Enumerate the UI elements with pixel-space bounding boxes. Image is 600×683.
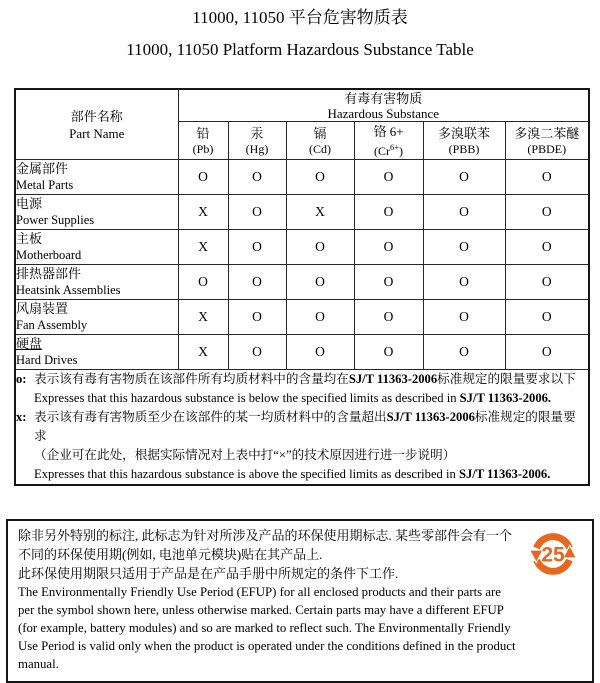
substance-value-cell: O <box>228 335 286 370</box>
substance-value-cell: O <box>286 230 354 265</box>
footnote-x-chinese: x: 表示该有毒有害物质至少在该部件的某一均质材料中的含量超出SJ/T 11363-2006标准规定的限量要求 <box>16 410 576 443</box>
substance-value-cell: O <box>178 160 228 195</box>
substance-value-cell: O <box>354 335 423 370</box>
substance-value-cell: O <box>228 300 286 335</box>
substance-value-cell: O <box>423 195 505 230</box>
substance-value-cell: O <box>286 300 354 335</box>
title-block <box>0 7 600 61</box>
efup-chinese-paragraph-1: 除非另外特别的标注, 此标志为针对所涉及产品的环保使用期标志. 某些零部件会有一个不同的环保使用期(例如, 电池单元模块)贴在其产品上. <box>18 528 513 562</box>
substance-value-cell: O <box>505 195 589 230</box>
svg-text:25: 25 <box>541 543 565 567</box>
substance-value-cell: X <box>178 300 228 335</box>
substance-value-cell: O <box>505 265 589 300</box>
column-header-pbb: 多溴联苯 (PBB) <box>423 122 505 160</box>
substance-value-cell: O <box>423 265 505 300</box>
efup-25-recycle-icon <box>529 530 577 578</box>
substance-value-cell: O <box>354 300 423 335</box>
part-name-cell: 风扇装置 Fan Assembly <box>15 300 178 335</box>
table-row-fan-assembly <box>15 300 589 335</box>
substance-value-cell: X <box>178 195 228 230</box>
column-header-mercury: 汞 (Hg) <box>228 122 286 160</box>
table-row-motherboard <box>15 230 589 265</box>
substance-value-cell: O <box>505 230 589 265</box>
substance-value-cell: O <box>286 265 354 300</box>
substance-value-cell: O <box>505 335 589 370</box>
page-title-english: 11000, 11050 Platform Hazardous Substance Table <box>126 40 474 59</box>
efup-text <box>18 526 516 673</box>
part-name-cell: 金属部件 Metal Parts <box>15 160 178 195</box>
footnote-o-english: Expresses that this hazardous substance is below the specified limits as described in SJ/T 11363-2006. <box>34 391 552 405</box>
substance-value-cell: O <box>286 335 354 370</box>
page-title-chinese: 11000, 11050 平台危害物质表 <box>192 8 408 27</box>
substance-value-cell: O <box>228 265 286 300</box>
substance-value-cell: O <box>228 195 286 230</box>
substance-value-cell: O <box>228 230 286 265</box>
column-header-lead: 铅 (Pb) <box>178 122 228 160</box>
efup-chinese-paragraph-2: 此环保使用期限只适用于产品是在产品手册中所规定的条件下工作. <box>18 566 399 581</box>
footnote-x-marker: x: <box>16 410 27 424</box>
substance-value-cell: O <box>354 265 423 300</box>
substance-value-cell: X <box>178 335 228 370</box>
substance-value-cell: O <box>423 335 505 370</box>
substance-value-cell: O <box>505 300 589 335</box>
part-name-cell: 主板 Motherboard <box>15 230 178 265</box>
efup-english-paragraph: The Environmentally Friendly Use Period (EFUP) for all enclosed products and their parts are per the symbol shown here, unless otherwise marked. Certain parts may have a different EFUP (for example, battery modules) and so are marked to reflect such. The Environmentally Friendly Use Period is valid only when the product is operated under the conditions defined in the product manual. <box>18 585 516 671</box>
substance-value-cell: O <box>505 160 589 195</box>
substance-header-cn: 有毒有害物质 <box>344 90 423 106</box>
footnote-o-marker: o: <box>16 372 27 386</box>
table-row-power-supplies <box>15 195 589 230</box>
part-name-cell: 电源 Power Supplies <box>15 195 178 230</box>
part-name-header-cn: 部件名称 <box>70 108 123 124</box>
column-header-cadmium: 镉 (Cd) <box>286 122 354 160</box>
substance-value-cell: O <box>178 265 228 300</box>
column-header-chromium6: 铬 6+ $(Cr^{6+})$ <box>354 122 423 160</box>
part-name-header-en: Part Name <box>69 125 125 141</box>
footnote-x-parenthetical: （企业可在此处，根据实际情况对上表中打“×”的技术原因进行进一步说明） <box>34 448 456 462</box>
part-name-cell: 硬盘 Hard Drives <box>15 335 178 370</box>
column-header-pbde: 多溴二苯醚 (PBDE) <box>505 122 589 160</box>
part-name-cell: 排热器部件 Heatsink Assemblies <box>15 265 178 300</box>
substance-value-cell: O <box>228 160 286 195</box>
substance-value-cell: X <box>178 230 228 265</box>
hazardous-substance-table <box>14 88 590 486</box>
substance-value-cell: O <box>423 230 505 265</box>
footnote-x-english: Expresses that this hazardous substance is above the specified limits as described in SJ/T 11363-2006. <box>34 467 551 481</box>
efup-statement-box <box>6 519 594 683</box>
table-footnotes <box>15 370 589 486</box>
part-name-header-cell <box>15 89 178 160</box>
substance-value-cell: O <box>354 160 423 195</box>
table-row-heatsink-assemblies <box>15 265 589 300</box>
table-row-hard-drives <box>15 335 589 370</box>
substance-header-en: Hazardous Substance <box>327 105 440 121</box>
table-row-metal-parts <box>15 160 589 195</box>
substance-value-cell: O <box>423 160 505 195</box>
substance-value-cell: O <box>286 160 354 195</box>
substance-value-cell: O <box>423 300 505 335</box>
substance-value-cell: O <box>354 195 423 230</box>
substance-group-header-cell <box>178 89 589 122</box>
footnote-o-chinese: o: 表示该有毒有害物质在该部件所有均质材料中的含量均在SJ/T 11363-2006标准规定的限量要求以下 <box>16 370 588 389</box>
substance-value-cell: X <box>286 195 354 230</box>
substance-value-cell: O <box>354 230 423 265</box>
